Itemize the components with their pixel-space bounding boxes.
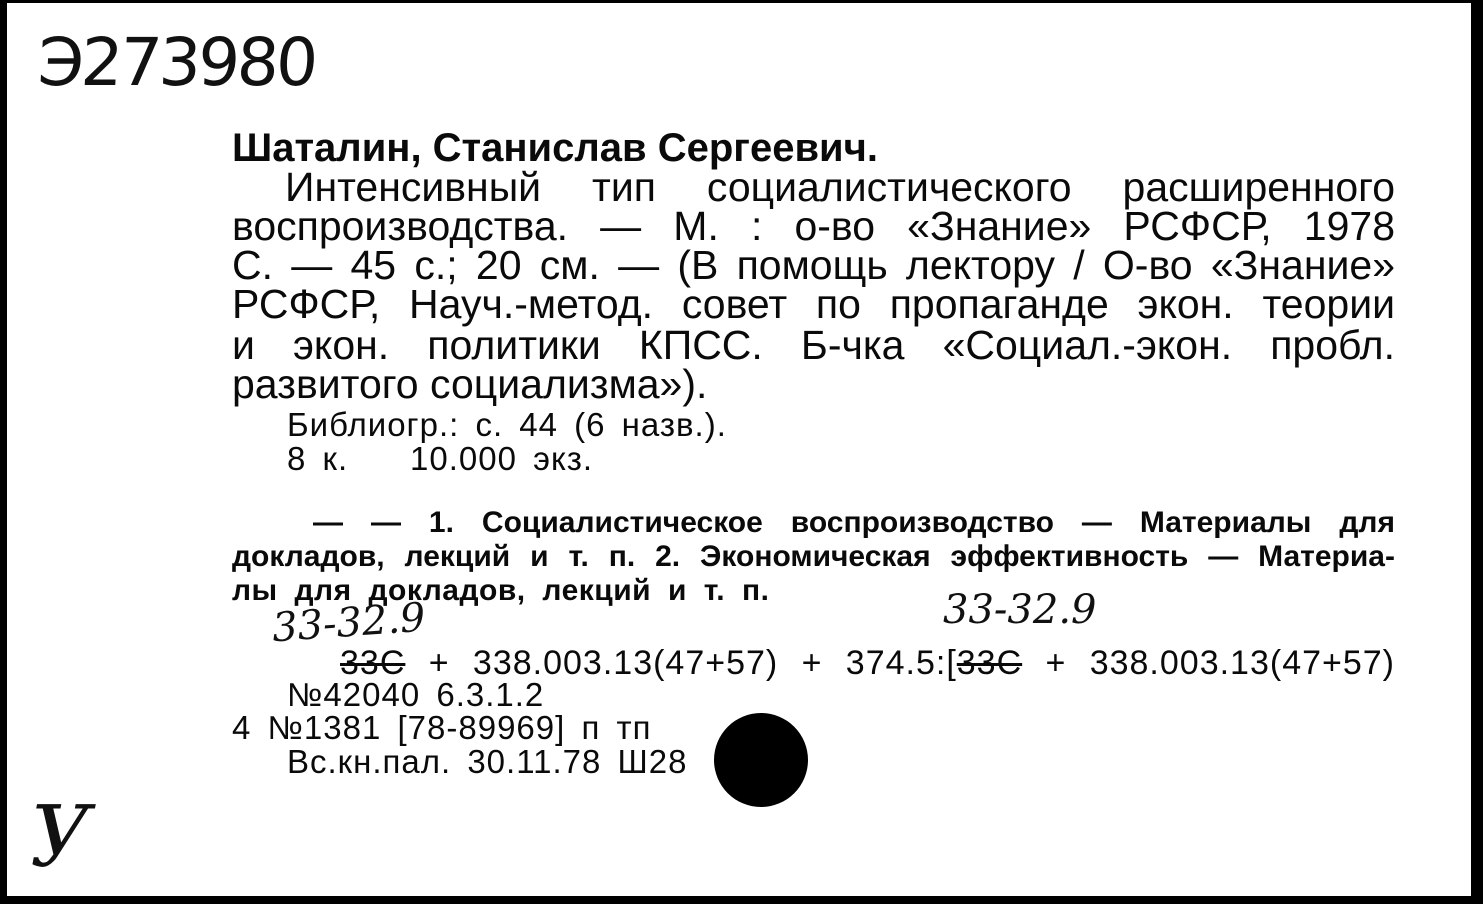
classification-line bbox=[340, 646, 1395, 680]
hole-punch bbox=[714, 713, 808, 807]
classification-text: + 338.003.13(47+57) bbox=[1045, 644, 1396, 682]
price: 8 к. bbox=[287, 440, 349, 477]
subject-line: докладов, лекций и т. п. 2. Экономическая эффективность — Материа- bbox=[232, 540, 1395, 573]
order-line: 4 №1381 [78-89969] п тп bbox=[232, 709, 652, 746]
bibliography-note: Библиогр.: с. 44 (6 назв.). bbox=[287, 406, 727, 443]
handwritten-index-right: 33-32.9 bbox=[943, 587, 1097, 633]
description-line: РСФСР, Науч.-метод. совет по пропаганде экон. теории bbox=[232, 281, 1395, 327]
description-line: Интенсивный тип социалистического расширенного bbox=[285, 164, 1395, 210]
description-line: воспроизводства. — М. : о-во «Знание» РСФСР, 1978 bbox=[232, 203, 1395, 249]
struck-classification-code: 33С bbox=[956, 644, 1023, 682]
classification-text: + 338.003.13(47+57) + 374.5:[ bbox=[428, 644, 957, 682]
description-line: и экон. политики КПСС. Б-чка «Социал.-экон. пробл. bbox=[232, 322, 1395, 368]
author-heading: Шаталин, Станислав Сергеевич. bbox=[232, 126, 878, 170]
handwritten-inventory-number: Э273980 bbox=[36, 24, 318, 101]
struck-classification-code: 33С bbox=[340, 644, 406, 682]
record-number: №42040 6.3.1.2 bbox=[287, 676, 545, 713]
description-line: С. — 45 с.; 20 см. — (В помощь лектору / О-во «Знание» bbox=[232, 242, 1395, 288]
handwritten-index-left: 33-32.9 bbox=[270, 594, 427, 652]
print-run: 10.000 экз. bbox=[410, 440, 594, 477]
description-line: развитого социализма»). bbox=[232, 361, 708, 407]
subject-line: — — 1. Социалистическое воспроизводство — Материалы для bbox=[313, 506, 1395, 539]
book-chamber-line: Вс.кн.пал. 30.11.78 Ш28 bbox=[287, 743, 688, 780]
handwritten-margin-mark: У bbox=[30, 788, 91, 886]
subject-line: лы для докладов, лекций и т. п. bbox=[232, 574, 770, 607]
